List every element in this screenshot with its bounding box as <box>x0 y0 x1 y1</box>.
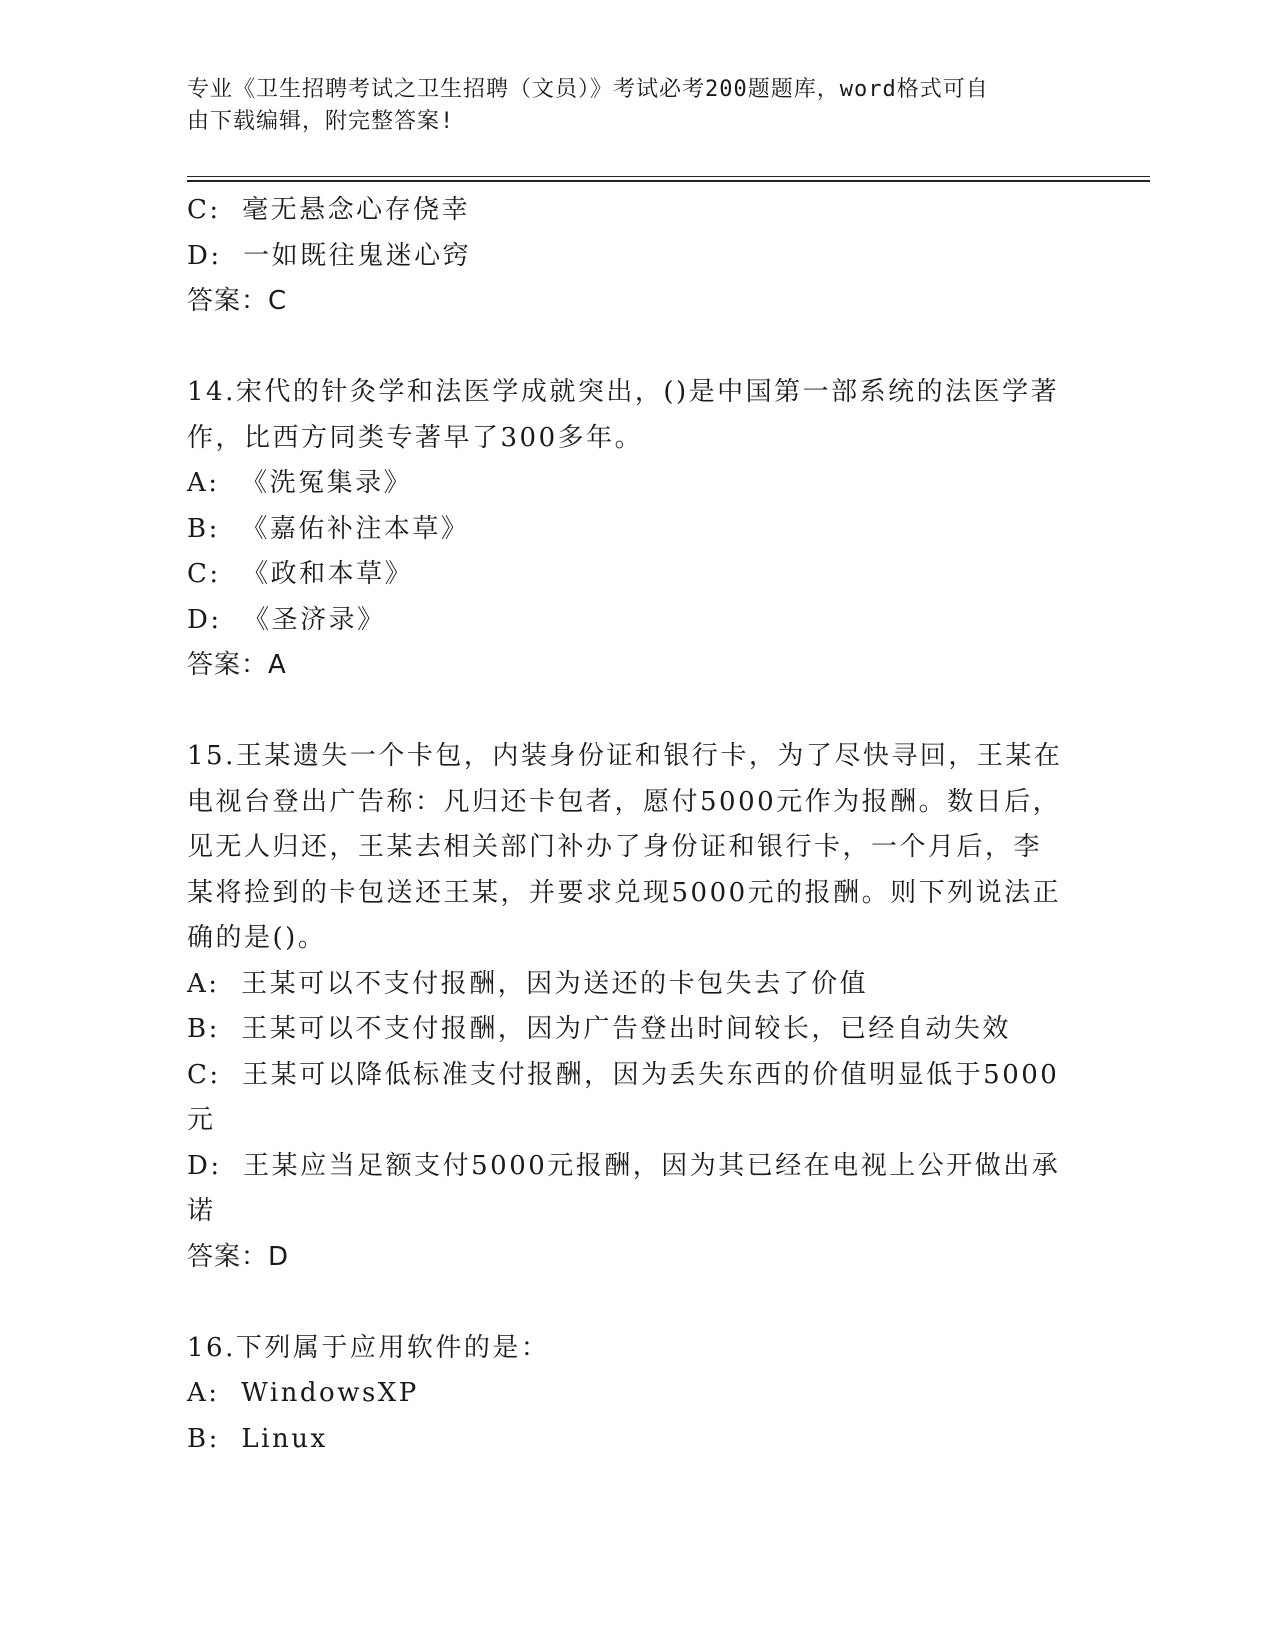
q15-stem-line-2: 电视台登出广告称：凡归还卡包者，愿付5000元作为报酬。数日后， <box>187 786 1062 817</box>
header-line-1: 专业《卫生招聘考试之卫生招聘（文员）》考试必考200题题库，word格式可自 <box>187 77 989 102</box>
q15-option-d-line-2: 诺 <box>187 1196 216 1226</box>
q15-option-b: B: 王某可以不支付报酬，因为广告登出时间较长，已经自动失效 <box>187 1014 1011 1044</box>
q16-option-a: A: WindowsXP <box>187 1378 419 1408</box>
q15-stem-line-5: 确的是()。 <box>187 923 327 953</box>
q15-option-c-line-1: C: 王某可以降低标准支付报酬，因为丢失东西的价值明显低于5000 <box>187 1059 1060 1090</box>
q14-option-d: D: 《圣济录》 <box>187 604 386 635</box>
question-13-block <box>187 188 1087 325</box>
spacer <box>187 1280 1087 1326</box>
q14-answer: 答案：A <box>187 650 287 680</box>
q15-answer: 答案：D <box>187 1241 290 1272</box>
q13-option-d: D: 一如既往鬼迷心窍 <box>187 240 472 271</box>
spacer <box>187 325 1087 371</box>
q14-stem-line-2: 作，比西方同类专著早了300多年。 <box>187 422 644 453</box>
question-14-block <box>187 370 1087 689</box>
q15-stem-line-4: 某将捡到的卡包送还王某，并要求兑现5000元的报酬。则下列说法正 <box>187 877 1062 908</box>
q14-stem-line-1: 14.宋代的针灸学和法医学成就突出，()是中国第一部系统的法医学著 <box>187 377 1060 407</box>
q15-option-c-line-2: 元 <box>187 1105 216 1135</box>
header-divider <box>187 176 1150 182</box>
question-16-block <box>187 1326 1087 1463</box>
q14-option-a: A: 《洗冤集录》 <box>187 468 413 498</box>
q15-option-d-line-1: D: 王某应当足额支付5000元报酬，因为其已经在电视上公开做出承 <box>187 1150 1061 1181</box>
q15-option-a: A: 王某可以不支付报酬，因为送还的卡包失去了价值 <box>187 968 869 999</box>
q13-option-c: C: 毫无悬念心存侥幸 <box>187 195 471 225</box>
q15-stem-line-3: 见无人归还，王某去相关部门补办了身份证和银行卡，一个月后，李 <box>187 832 1043 862</box>
document-header <box>187 74 1067 138</box>
q14-option-b: B: 《嘉佑补注本草》 <box>187 513 470 544</box>
q14-option-c: C: 《政和本草》 <box>187 559 414 589</box>
spacer <box>187 689 1087 735</box>
q13-answer: 答案：C <box>187 286 288 316</box>
q15-stem-line-1: 15.王某遗失一个卡包，内装身份证和银行卡，为了尽快寻回，王某在 <box>187 741 1063 771</box>
q16-option-b: B: Linux <box>187 1423 328 1454</box>
question-content <box>187 188 1087 1462</box>
header-line-2: 由下载编辑，附完整答案! <box>187 109 455 134</box>
question-15-block <box>187 734 1087 1280</box>
q16-stem: 16.下列属于应用软件的是： <box>187 1332 550 1363</box>
